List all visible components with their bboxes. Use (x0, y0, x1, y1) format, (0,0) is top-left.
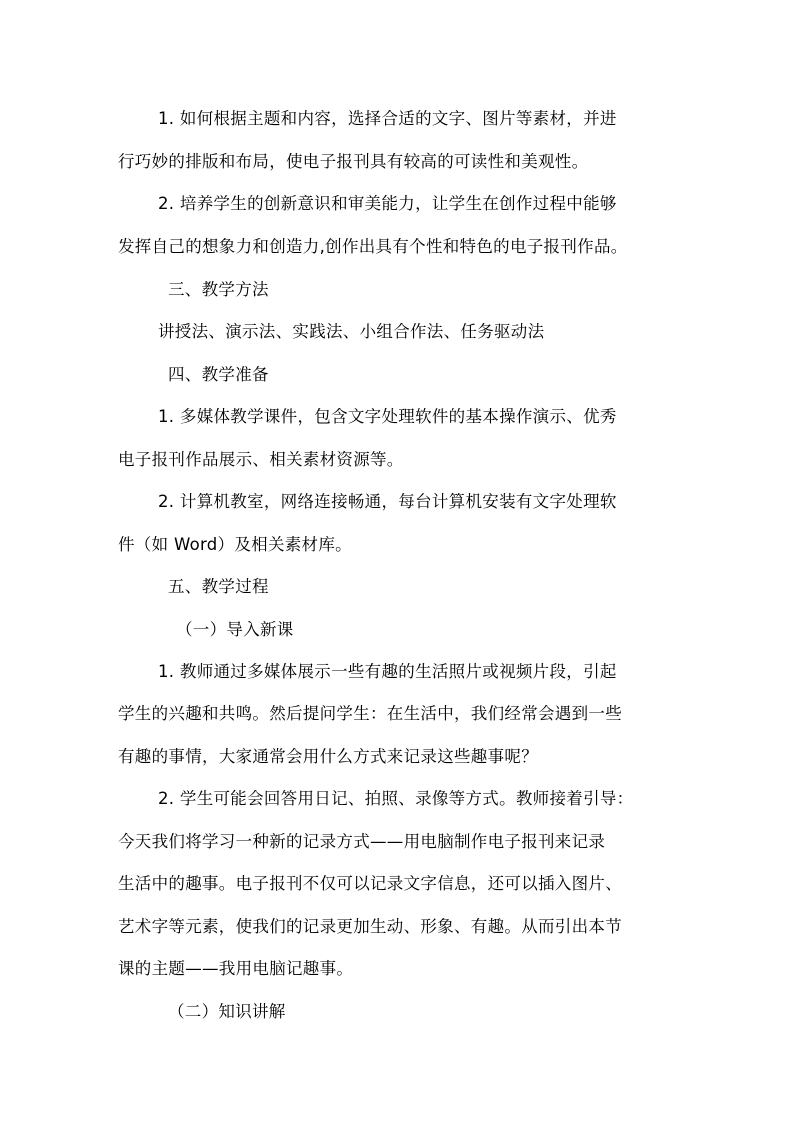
paragraph-line-16: 有趣的事情，大家通常会用什么方式来记录这些趣事呢？ (118, 747, 538, 766)
paragraph-line-18: 今天我们将学习一种新的记录方式——用电脑制作电子报刊来记录 (118, 832, 606, 851)
paragraph-line-17: 2. 学生可能会回答用日记、拍照、录像等方式。教师接着引导： (158, 789, 634, 808)
paragraph-line-11: 件（如 Word）及相关素材库。 (118, 535, 352, 554)
section-heading-teaching-process: 五、教学过程 (168, 577, 269, 596)
paragraph-line-8: 1. 多媒体教学课件，包含文字处理软件的基本操作演示、优秀 (158, 407, 617, 426)
section-heading-teaching-methods: 三、教学方法 (168, 280, 269, 299)
paragraph-line-19: 生活中的趣事。电子报刊不仅可以记录文字信息，还可以插入图片、 (118, 874, 622, 893)
paragraph-line-15: 学生的兴趣和共鸣。然后提问学生：在生活中，我们经常会遇到一些 (118, 704, 622, 723)
section-heading-teaching-preparation: 四、教学准备 (168, 365, 269, 384)
paragraph-line-6: 讲授法、演示法、实践法、小组合作法、任务驱动法 (158, 322, 545, 341)
paragraph-line-10: 2. 计算机教室，网络连接畅通，每台计算机安装有文字处理软 (158, 492, 617, 511)
paragraph-line-20: 艺术字等元素，使我们的记录更加生动、形象、有趣。从而引出本节 (118, 917, 622, 936)
paragraph-line-1: 1. 如何根据主题和内容，选择合适的文字、图片等素材，并进 (158, 109, 617, 128)
paragraph-line-21: 课的主题——我用电脑记趣事。 (118, 959, 354, 978)
paragraph-line-9: 电子报刊作品展示、相关素材资源等。 (118, 450, 404, 469)
subsection-heading-introduction: （一）导入新课 (176, 620, 294, 639)
paragraph-line-2: 行巧妙的排版和布局，使电子报刊具有较高的可读性和美观性。 (118, 152, 589, 171)
paragraph-line-4: 发挥自己的想象力和创造力,创作出具有个性和特色的电子报刊作品。 (118, 237, 628, 256)
paragraph-line-14: 1. 教师通过多媒体展示一些有趣的生活照片或视频片段，引起 (158, 662, 617, 681)
subsection-heading-knowledge-explanation: （二）知识讲解 (168, 1002, 286, 1021)
paragraph-line-3: 2. 培养学生的创新意识和审美能力，让学生在创作过程中能够 (158, 194, 617, 213)
